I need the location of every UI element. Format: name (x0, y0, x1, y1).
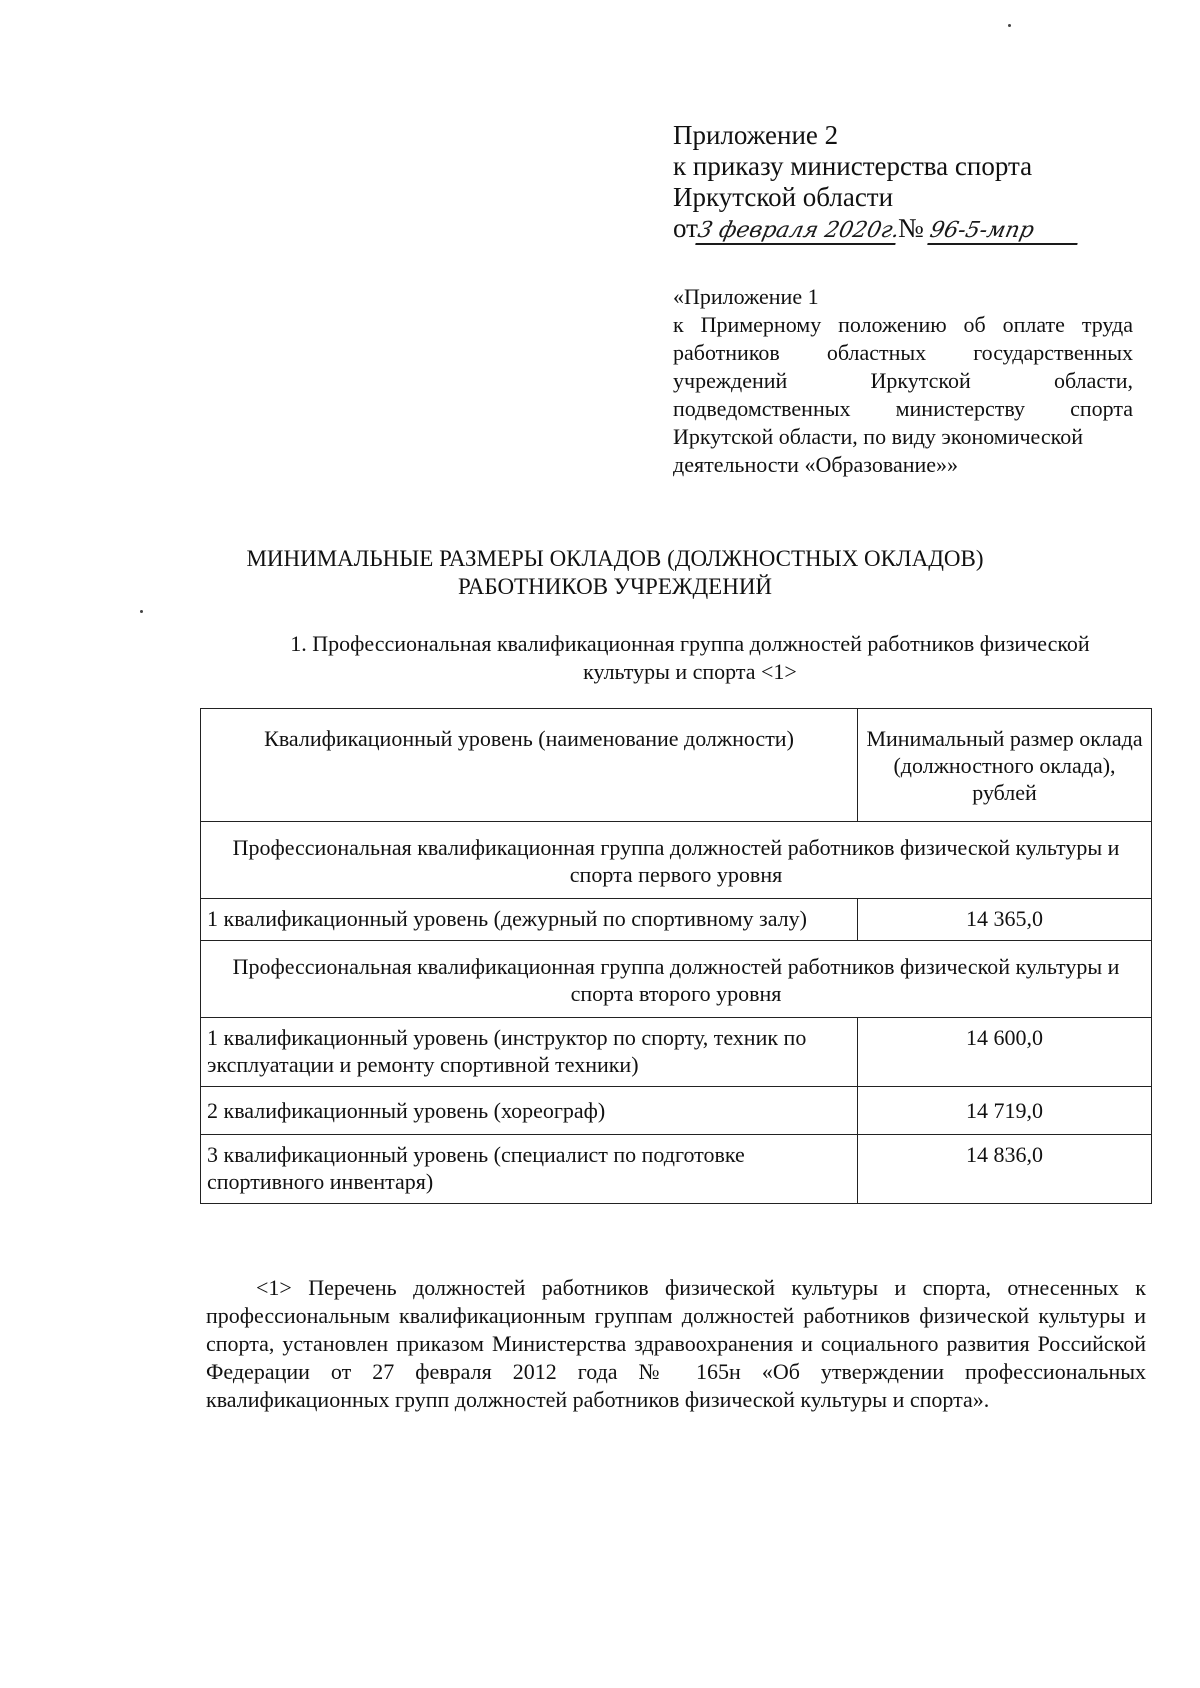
appendix-1-header (673, 283, 1133, 479)
table-row (201, 899, 1152, 941)
level-name: 1 квалификационный уровень (дежурный по спортивному залу) (201, 899, 858, 941)
appendix-1-title: «Приложение 1 (673, 284, 819, 309)
level-name: 2 квалификационный уровень (хореограф) (201, 1087, 858, 1135)
table-header-row (201, 709, 1152, 822)
section-heading-line-1: 1. Профессиональная квалификационная группа должностей работников физической (290, 631, 1090, 656)
table-group-row (201, 822, 1152, 899)
level-name: 3 квалификационный уровень (специалист по подготовке спортивного инвентаря) (201, 1135, 858, 1204)
from-prefix: от (673, 213, 698, 243)
group-second-level: Профессиональная квалификационная группа должностей работников физической культуры и спорта второго уровня (201, 941, 1152, 1018)
section-heading (240, 630, 1140, 686)
scan-speck (140, 610, 143, 613)
document-title-line-1: МИНИМАЛЬНЫЕ РАЗМЕРЫ ОКЛАДОВ (ДОЛЖНОСТНЫХ ОКЛАДОВ) (246, 546, 984, 571)
scan-speck (1008, 24, 1011, 27)
appendix-2-date-line (673, 213, 1133, 245)
handwritten-number: 96-5-мпр (928, 219, 1084, 245)
appendix-1-last-line: деятельности «Образование»» (673, 452, 959, 477)
table-row (201, 1135, 1152, 1204)
level-name: 1 квалификационный уровень (инструктор по спорту, техник по эксплуатации и ремонту спортивной техники) (201, 1018, 858, 1087)
level-salary: 14 365,0 (858, 899, 1152, 941)
number-label: № (897, 213, 924, 243)
appendix-2-order-line: к приказу министерства спорта (673, 151, 1033, 181)
group-first-level: Профессиональная квалификационная группа должностей работников физической культуры и спорта первого уровня (201, 822, 1152, 899)
table-group-row (201, 941, 1152, 1018)
document-title (180, 545, 1050, 601)
level-salary: 14 600,0 (858, 1018, 1152, 1087)
appendix-2-title: Приложение 2 (673, 120, 839, 150)
table-row (201, 1087, 1152, 1135)
salary-table (200, 708, 1152, 1204)
footnote: <1> Перечень должностей работников физической культуры и спорта, отнесенных к профессиональным квалификационным группам должностей работников физической культуры и спорта, установлен приказом Министерства здравоохранения и социального развития Российской Федерации от 27 февраля 2012 года № 165н «Об утверждении профессиональных квалификационных групп должностей работников физической культуры и спорта». (206, 1275, 1146, 1412)
table-row (201, 1018, 1152, 1087)
handwritten-date: 3 февраля 2020г. (695, 218, 902, 243)
document-title-line-2: РАБОТНИКОВ УЧРЕЖДЕНИЙ (457, 574, 773, 599)
appendix-1-body: к Примерному положению об оплате труда работников областных государственных учреждений Иркутской области, подведомственных министерству спорта Иркутской области, по виду экономической (673, 312, 1133, 449)
appendix-2-region-line: Иркутской области (673, 182, 894, 212)
appendix-2-header (673, 120, 1133, 245)
header-minimum-salary: Минимальный размер оклада (должностного оклада), рублей (858, 709, 1152, 822)
section-heading-line-2: культуры и спорта <1> (583, 659, 797, 684)
level-salary: 14 836,0 (858, 1135, 1152, 1204)
header-qualification-level: Квалификационный уровень (наименование должности) (201, 709, 858, 822)
level-salary: 14 719,0 (858, 1087, 1152, 1135)
